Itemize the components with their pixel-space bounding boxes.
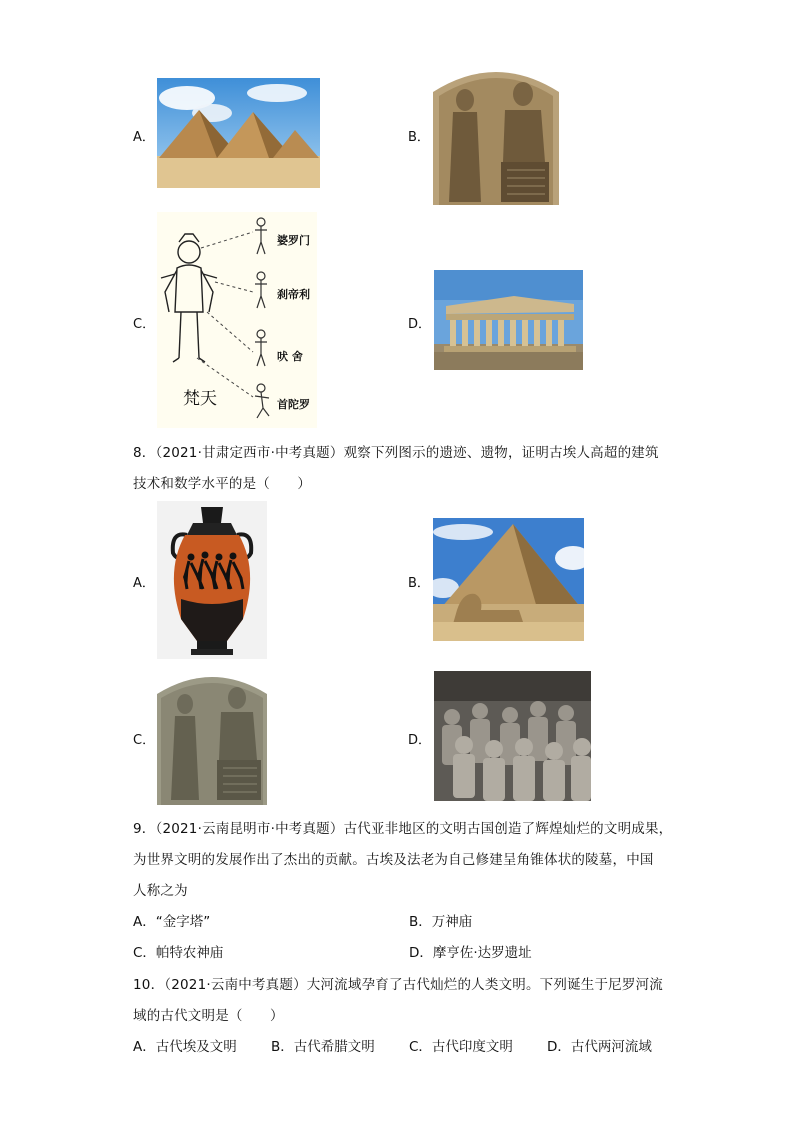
- q10-option-d: D．古代两河流域: [547, 1039, 652, 1055]
- q8-option-b-label: B．: [408, 576, 430, 591]
- hammurabi-code-stele-image: [157, 668, 267, 805]
- q9-option-b: B．万神庙: [409, 914, 473, 930]
- stele-image: [433, 62, 559, 205]
- q7-option-d-label: D．: [408, 317, 432, 332]
- q8-option-c-label: C．: [133, 733, 156, 748]
- parthenon-image: [434, 270, 583, 370]
- caste-label-shudra: 首陀罗: [277, 398, 310, 411]
- q8-option-d-label: D．: [408, 733, 432, 748]
- greek-amphora-image: [157, 501, 267, 659]
- q10-stem-line-1: 10．（2021·云南中考真题）大河流域孕育了古代灿烂的人类文明。下列诞生于尼罗河流: [133, 977, 663, 993]
- q10-option-c: C．古代印度文明: [409, 1039, 513, 1055]
- q8-stem-line-1: 8．（2021·甘肃定西市·中考真题）观察下列图示的遗迹、遗物，证明古埃人高超的建筑: [133, 445, 659, 461]
- q9-stem-line-1: 9．（2021·云南昆明市·中考真题）古代亚非地区的文明古国创造了辉煌灿烂的文明成果，: [133, 821, 673, 837]
- caste-label-vaishya: 吠 舍: [277, 350, 303, 363]
- q10-option-b: B．古代希腊文明: [271, 1039, 375, 1055]
- q10-option-a: A．古代埃及文明: [133, 1039, 237, 1055]
- q9-option-c: C．帕特农神庙: [133, 945, 224, 961]
- q9-stem-line-3: 人称之为: [133, 883, 188, 899]
- q9-option-d: D．摩亨佐·达罗遗址: [409, 945, 532, 961]
- q7-option-a-label: A．: [133, 130, 155, 145]
- caste-label-kshatriya: 刹帝利: [277, 288, 310, 301]
- q7-option-c-label: C．: [133, 317, 156, 332]
- q7-option-b-label: B．: [408, 130, 430, 145]
- terracotta-warriors-image: [434, 671, 591, 801]
- q8-stem-line-2: 技术和数学水平的是（ ）: [133, 476, 312, 492]
- q10-stem-line-2: 域的古代文明是（ ）: [133, 1008, 284, 1024]
- caste-label-brahmin: 婆罗门: [277, 234, 310, 247]
- pyramid-sphinx-image: [433, 518, 584, 641]
- pyramids-image: [157, 78, 320, 188]
- q9-option-a: A．“金字塔”: [133, 914, 211, 930]
- q8-option-a-label: A．: [133, 576, 155, 591]
- brahma-label: 梵天: [183, 389, 217, 409]
- q9-stem-line-2: 为世界文明的发展作出了杰出的贡献。古埃及法老为自己修建呈角锥体状的陵墓，中国: [133, 852, 654, 868]
- caste-system-diagram: [157, 212, 317, 428]
